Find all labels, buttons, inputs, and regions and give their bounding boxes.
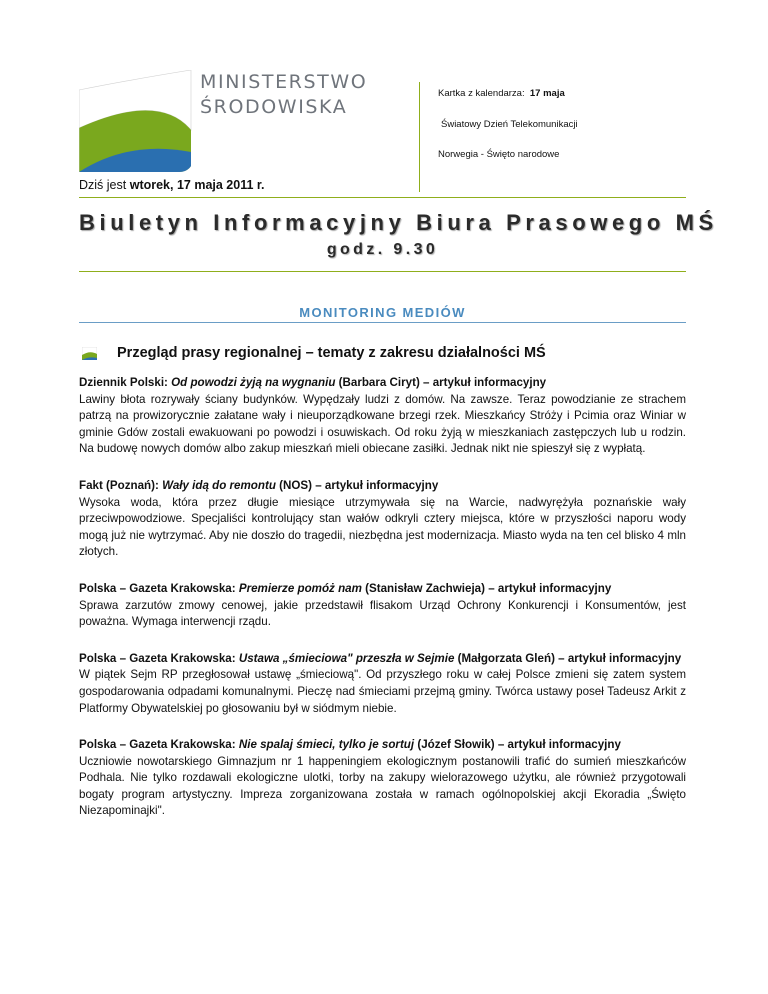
current-date-value: wtorek, 17 maja 2011 r. (129, 178, 265, 192)
calendar-date-line (438, 88, 565, 99)
article-list (79, 375, 686, 840)
article-author-type: (Stanisław Zachwieja) – artykuł informacyjny (365, 581, 612, 595)
article (79, 375, 686, 458)
calendar-event: Światowy Dzień Telekomunikacji (441, 119, 578, 130)
article-author-type: (Małgorzata Gleń) – artykuł informacyjny (457, 651, 682, 665)
calendar-event: Norwegia - Święto narodowe (438, 149, 560, 160)
article-header (79, 375, 686, 392)
article-body: Wysoka woda, która przez długie miesiące utrzymywała się na Warcie, nadwyrężyła poznańskie wały przeciwpowodziowe. Specjaliści kontrolujący stan wałów odkryli cztery miejsca, które w przyszłości naporu wody mogą już nie wytrzymać. Aby nie doszło do tragedii, niezbędna jest modernizacja. Miasto wyda na ten cel blisko 4 mln złotych. (79, 495, 686, 559)
article (79, 581, 686, 631)
article-title: Wały idą do remontu (162, 478, 276, 492)
ministry-name (200, 70, 367, 120)
article-header (79, 478, 686, 495)
article-source: Polska – Gazeta Krakowska: (79, 581, 236, 595)
ministry-logo-icon (82, 347, 97, 360)
article-author-type: (Barbara Ciryt) – artykuł informacyjny (338, 376, 547, 389)
article-title: Ustawa „śmieciowa" przeszła w Sejmie (238, 651, 455, 665)
article-header (79, 737, 686, 754)
section-heading: Przegląd prasy regionalnej – tematy z zakresu działalności MŚ (117, 345, 546, 361)
calendar-label: Kartka z kalendarza: (438, 88, 525, 99)
calendar-date: 17 maja (529, 88, 565, 99)
bulletin-title: Biuletyn Informacyjny Biura Prasowego MŚ (79, 210, 718, 235)
divider-title (79, 271, 686, 272)
article-body: Uczniowie nowotarskiego Gimnazjum nr 1 happeningiem ekologicznym postanowili trafić do sumień mieszkańców Podhala. Nie tylko rozdawali ekologiczne ulotki, torby na zakupy wielorazowego użytku, ale również przygotowali bogaty program artystyczny. Impreza zorganizowana została w ramach ogólnopolskiej akcji Ekoradia „Święto Niezapominajki". (79, 754, 686, 818)
article-body: Lawiny błota rozrywały ściany budynków. Wypędzały ludzi z domów. Na zawsze. Teraz powodzianie ze strachem patrzą na prowizorycznie załatane wały i nieuporządkowane brzegi rzek. Mieszkańcy Stróży i Pcimia oraz Winiar w gminie Gdów zostali ewakuowani po powodzi i osuwiskach. Od roku żyją w mieszkaniach zastępczych lub u rodzin. Na budowę nowych domów albo zakup mieszkań mieli obiecane zasiłki. Jednak nikt nie spieszył się z wypłatą. (79, 392, 686, 456)
divider-monitoring (79, 322, 686, 323)
article-title: Premierze pomóż nam (238, 581, 362, 595)
article (79, 737, 686, 820)
header-divider (419, 82, 420, 192)
current-date (79, 178, 265, 192)
current-date-prefix: Dziś jest (79, 178, 127, 192)
article-author-type: (NOS) – artykuł informacyjny (279, 478, 439, 492)
article (79, 651, 686, 717)
divider-top (79, 197, 686, 198)
article-source: Fakt (Poznań): (79, 478, 159, 492)
article-header (79, 581, 686, 598)
article-body: Sprawa zarzutów zmowy cenowej, jakie przedstawił flisakom Urząd Ochrony Konkurencji i Konsumentów, jest poważna. Wymaga interwencji rządu. (79, 598, 686, 629)
article (79, 478, 686, 561)
ministry-name-line-2: ŚRODOWISKA (200, 96, 348, 118)
article-title: Od powodzi żyją na wygnaniu (171, 376, 336, 389)
article-source: Polska – Gazeta Krakowska: (79, 738, 236, 752)
ministry-name-line-1: MINISTERSTWO (200, 71, 368, 93)
article-source: Polska – Gazeta Krakowska: (79, 651, 236, 665)
ministry-logo (79, 70, 195, 172)
article-header (79, 651, 686, 668)
article-author-type: (Józef Słowik) – artykuł informacyjny (417, 738, 621, 752)
monitoring-heading: MONITORING MEDIÓW (299, 305, 466, 320)
article-source: Dziennik Polski: (79, 376, 168, 389)
bulletin-subtitle: godz. 9.30 (326, 241, 439, 258)
article-body: W piątek Sejm RP przegłosował ustawę „śmieciową". Od przyszłego roku w całej Polsce zmieni się zatem system gospodarowania odpadami komunalnymi. Pieczę nad śmieciami przejmą gminy. Twórca ustawy poseł Tadeusz Arkit z Platformy Obywatelskiej po głosowaniu był w siódmym niebie. (79, 668, 686, 715)
article-title: Nie spalaj śmieci, tylko je sortuj (238, 738, 415, 752)
